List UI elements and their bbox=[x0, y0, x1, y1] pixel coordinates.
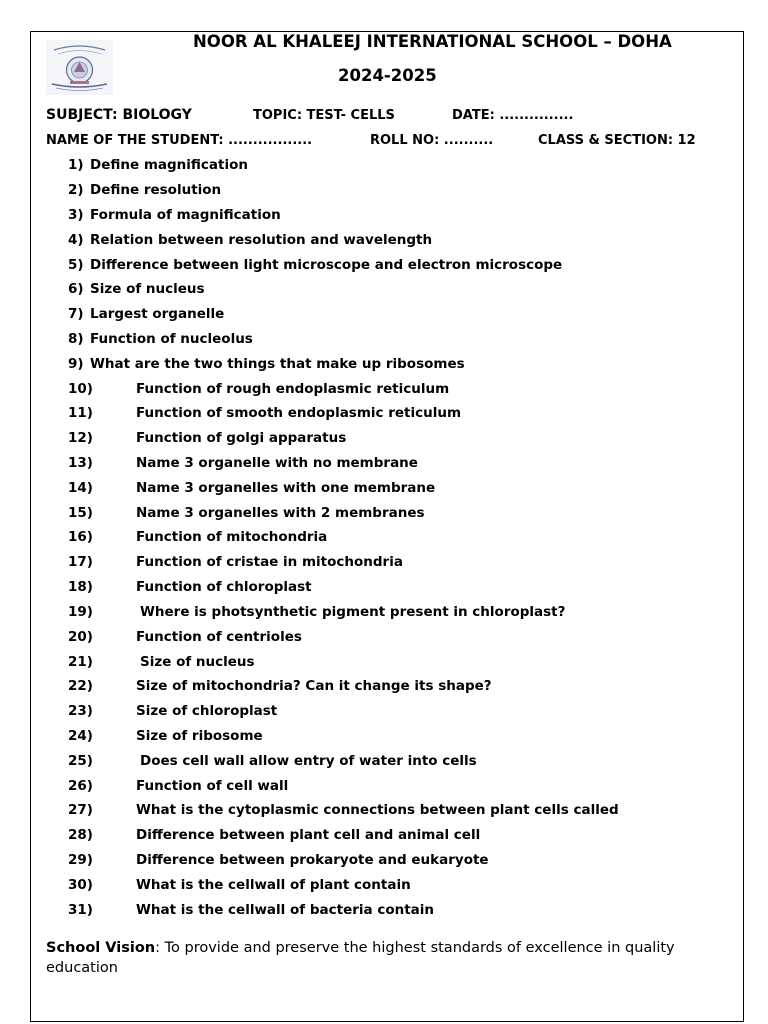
school-vision-label: School Vision bbox=[46, 940, 156, 956]
question-item bbox=[0, 701, 740, 721]
question-text: Function of rough endoplasmic reticulum bbox=[136, 381, 450, 397]
question-item bbox=[0, 676, 740, 696]
question-number: 3) bbox=[68, 207, 84, 223]
question-text: What is the cellwall of bacteria contain bbox=[136, 902, 435, 918]
question-text: Name 3 organelle with no membrane bbox=[136, 455, 418, 471]
question-item bbox=[0, 850, 740, 870]
student-name-field: NAME OF THE STUDENT: ................. bbox=[46, 133, 313, 148]
school-vision-text: : To provide and preserve the highest standards of excellence in quality education bbox=[46, 940, 675, 976]
question-text: What is the cellwall of plant contain bbox=[136, 877, 411, 893]
question-item bbox=[0, 180, 740, 200]
question-item bbox=[0, 453, 740, 473]
question-number: 10) bbox=[68, 381, 93, 397]
question-text: Function of nucleolus bbox=[90, 331, 253, 347]
question-text: Function of smooth endoplasmic reticulum bbox=[136, 405, 462, 421]
class-section-field: CLASS & SECTION: 12 bbox=[538, 133, 696, 148]
question-number: 7) bbox=[68, 306, 84, 322]
question-number: 21) bbox=[68, 654, 93, 670]
question-text: Function of chloroplast bbox=[136, 579, 312, 595]
question-number: 19) bbox=[68, 604, 93, 620]
question-number: 15) bbox=[68, 505, 93, 521]
question-item bbox=[0, 230, 740, 250]
question-item bbox=[0, 825, 740, 845]
question-text: Function of cell wall bbox=[136, 778, 289, 794]
question-text: Relation between resolution and wavelength bbox=[90, 232, 433, 248]
question-text: Formula of magnification bbox=[90, 207, 281, 223]
question-item bbox=[0, 304, 740, 324]
question-text: Size of chloroplast bbox=[136, 703, 278, 719]
question-number: 11) bbox=[68, 405, 93, 421]
question-item bbox=[0, 503, 740, 523]
question-item bbox=[0, 652, 740, 672]
subject-field bbox=[46, 106, 192, 124]
question-number: 23) bbox=[68, 703, 93, 719]
question-number: 9) bbox=[68, 356, 84, 372]
question-text: Largest organelle bbox=[90, 306, 225, 322]
question-item bbox=[0, 726, 740, 746]
question-text: Size of nucleus bbox=[90, 281, 205, 297]
question-item bbox=[0, 776, 740, 796]
question-number: 5) bbox=[68, 257, 84, 273]
question-item bbox=[0, 354, 740, 374]
question-number: 31) bbox=[68, 902, 93, 918]
question-item bbox=[0, 329, 740, 349]
question-item bbox=[0, 552, 740, 572]
question-text: Define magnification bbox=[90, 157, 248, 173]
question-number: 17) bbox=[68, 554, 93, 570]
question-number: 28) bbox=[68, 827, 93, 843]
school-vision bbox=[46, 938, 726, 978]
question-item bbox=[0, 279, 740, 299]
roll-no-field: ROLL NO: .......... bbox=[370, 133, 494, 148]
question-text: What are the two things that make up ribosomes bbox=[90, 356, 465, 372]
question-item bbox=[0, 155, 740, 175]
question-text: Difference between light microscope and electron microscope bbox=[90, 257, 563, 273]
question-item bbox=[0, 577, 740, 597]
question-number: 4) bbox=[68, 232, 84, 248]
question-text: Does cell wall allow entry of water into cells bbox=[140, 753, 477, 769]
question-text: Difference between prokaryote and eukaryote bbox=[136, 852, 489, 868]
question-item bbox=[0, 627, 740, 647]
school-name: NOOR AL KHALEEJ INTERNATIONAL SCHOOL – DOHA bbox=[193, 32, 672, 51]
question-item bbox=[0, 205, 740, 225]
question-number: 2) bbox=[68, 182, 84, 198]
question-number: 16) bbox=[68, 529, 93, 545]
question-number: 20) bbox=[68, 629, 93, 645]
question-item bbox=[0, 428, 740, 448]
question-text: Name 3 organelles with 2 membranes bbox=[136, 505, 425, 521]
question-item bbox=[0, 255, 740, 275]
question-item bbox=[0, 478, 740, 498]
question-text: Function of centrioles bbox=[136, 629, 302, 645]
question-number: 13) bbox=[68, 455, 93, 471]
question-text: Size of nucleus bbox=[140, 654, 255, 670]
academic-year: 2024-2025 bbox=[338, 66, 437, 85]
subject-label: SUBJECT: bbox=[46, 107, 118, 123]
question-number: 30) bbox=[68, 877, 93, 893]
question-number: 25) bbox=[68, 753, 93, 769]
question-number: 22) bbox=[68, 678, 93, 694]
question-number: 29) bbox=[68, 852, 93, 868]
question-text: Size of mitochondria? Can it change its shape? bbox=[136, 678, 492, 694]
question-item bbox=[0, 527, 740, 547]
question-text: Function of golgi apparatus bbox=[136, 430, 347, 446]
question-number: 14) bbox=[68, 480, 93, 496]
subject-value: BIOLOGY bbox=[122, 107, 192, 123]
question-item bbox=[0, 379, 740, 399]
question-number: 27) bbox=[68, 802, 93, 818]
question-number: 18) bbox=[68, 579, 93, 595]
question-number: 1) bbox=[68, 157, 84, 173]
topic-field: TOPIC: TEST- CELLS bbox=[253, 108, 395, 123]
question-text: Name 3 organelles with one membrane bbox=[136, 480, 436, 496]
question-text: Difference between plant cell and animal cell bbox=[136, 827, 481, 843]
question-item bbox=[0, 751, 740, 771]
question-text: Define resolution bbox=[90, 182, 222, 198]
question-item bbox=[0, 900, 740, 920]
school-logo bbox=[46, 40, 113, 95]
question-text: Function of cristae in mitochondria bbox=[136, 554, 403, 570]
question-item bbox=[0, 602, 740, 622]
question-item bbox=[0, 800, 740, 820]
question-item bbox=[0, 875, 740, 895]
question-number: 26) bbox=[68, 778, 93, 794]
question-number: 12) bbox=[68, 430, 93, 446]
question-text: Size of ribosome bbox=[136, 728, 263, 744]
question-number: 24) bbox=[68, 728, 93, 744]
question-item bbox=[0, 403, 740, 423]
question-text: Function of mitochondria bbox=[136, 529, 328, 545]
question-text: What is the cytoplasmic connections between plant cells called bbox=[136, 802, 619, 818]
question-text: Where is photsynthetic pigment present in chloroplast? bbox=[140, 604, 566, 620]
date-field: DATE: ............... bbox=[452, 108, 574, 123]
question-number: 8) bbox=[68, 331, 84, 347]
question-number: 6) bbox=[68, 281, 84, 297]
